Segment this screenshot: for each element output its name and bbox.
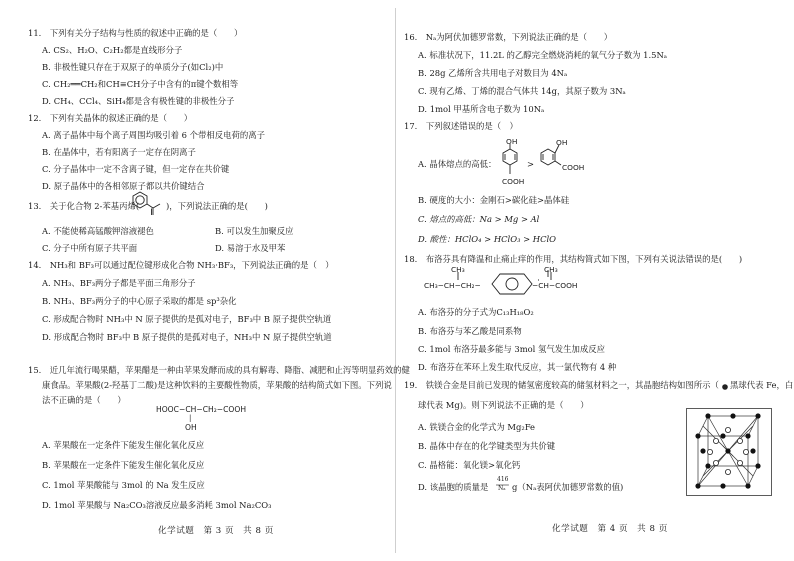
q19-fraction-numerator: 416 [497,476,509,483]
q19-option-a: A. 铁镁合金的化学式为 Mg₂Fe [418,422,536,432]
ibuprofen-ch3-left: CH₃ [451,265,465,274]
q13-option-d: D. 易溶于水及甲苯 [215,243,286,253]
right-column [404,0,794,561]
q15-stem-line1: 15. 近几年流行喝果醋，苹果醋是一种由苹果发酵而成的具有解毒、降脂、减肥和止泻等明显药效的健 [28,365,410,375]
q19-stem-line1: 19. 铁镁合金是目前已发现的储氢密度较高的储氢材料之一，其晶胞结构如图所示（ [404,380,719,390]
malic-acid-formula: HOOC−CH−CH₂−COOH [156,405,247,414]
q12-option-c: C. 分子晶体中一定不含离子键，但一定存在共价键 [42,164,230,174]
q19-option-d: D. 该晶胞的质量是 [418,482,489,492]
q17-stem: 17. 下列叙述错误的是（ ） [404,121,518,131]
phenylpropene-structure [130,189,164,217]
page-footer-right: 化学试题 第 4 页 共 8 页 [552,524,668,534]
q17-greater-than: > [527,159,535,169]
fe-mg-unit-cell-diagram [686,408,772,496]
q13-stem-prefix: 13. 关于化合物 2-苯基丙烯( [28,201,140,211]
q16-option-d: D. 1mol 甲基所含电子数为 10Nₐ [418,104,545,114]
page-footer-left: 化学试题 第 3 页 共 8 页 [158,526,274,536]
ibuprofen-bond-right [549,272,553,280]
q12-option-d: D. 原子晶体中的各相邻原子都以共价键结合 [42,181,205,191]
left-column [28,0,410,561]
q14-option-b: B. NH₃、BF₃两分子的中心原子采取的都是 sp³杂化 [42,296,237,306]
q18-stem: 18. 布洛芬具有降温和止痛止痒的作用，其结构简式如下图，下列有关说法错误的是( ) [404,254,743,264]
q19-fraction-denominator: Nₐ [498,485,506,492]
fe-black-ball-icon [720,382,730,392]
q15-option-c: C. 1mol 苹果酸能与 3mol 的 Na 发生反应 [42,480,205,490]
q14-stem: 14. NH₃和 BF₃可以通过配位键形成化合物 NH₃·BF₃，下列说法正确的是（ ） [28,260,334,270]
q15-option-a: A. 苹果酸在一定条件下能发生催化氧化反应 [42,440,205,450]
q19-stem-line2: 球代表 Mg)。则下列说法不正确的是（ ） [418,400,589,410]
q18-option-c: C. 1mol 布洛芬最多能与 3mol 氢气发生加成反应 [418,344,606,354]
q12-option-a: A. 离子晶体中每个离子周围均吸引着 6 个带相反电荷的离子 [42,130,266,140]
q19-option-d-suffix: g（Nₐ表阿伏加德罗常数的值) [512,482,624,492]
q17-ortho-oh: OH [556,138,568,147]
q19-option-b: B. 晶体中存在的化学键类型为共价键 [418,441,556,451]
ibuprofen-right-chain: −CH−COOH [532,281,578,290]
q14-option-c: C. 形成配合物时 NH₃中 N 原子提供的是孤对电子，BF₃中 B 原子提供空轨道 [42,314,332,324]
q11-option-c: C. CH₂══CH₂和CH≡CH分子中含有的π键个数相等 [42,79,239,89]
q11-stem: 11. 下列有关分子结构与性质的叙述中正确的是（ ） [28,28,243,38]
q12-option-b: B. 在晶体中，若有阳离子一定存在阴离子 [42,147,196,157]
malic-acid-oh: OH [185,423,197,432]
q13-option-b: B. 可以发生加聚反应 [215,226,294,236]
column-divider [395,8,396,553]
q11-option-b: B. 非极性键只存在于双原子的单质分子(如Cl₂)中 [42,62,224,72]
q13-stem-suffix: )，下列说法正确的是( ) [166,201,268,211]
malic-acid-bond: | [189,414,192,422]
q15-option-d: D. 1mol 苹果酸与 Na₂CO₃溶液反应最多消耗 3mol Na₂CO₃ [42,500,272,510]
q18-option-a: A. 布洛芬的分子式为C₁₃H₁₈O₂ [418,307,534,317]
q17-ortho-cooh: COOH [562,163,585,172]
q17-option-d: D. 酸性：HClO₄ > HClO₃ > HClO [418,234,557,244]
q11-option-a: A. CS₂、H₂O、C₂H₂都是直线形分子 [42,45,183,55]
q18-option-b: B. 布洛芬与苯乙酸是同系物 [418,326,522,336]
q15-stem-line3: 法不正确的是（ ） [42,395,126,405]
q13-option-a: A. 不能使稀高锰酸钾溶液褪色 [42,226,154,236]
q16-option-a: A. 标准状况下，11.2L 的乙醇完全燃烧消耗的氧气分子数为 1.5Nₐ [418,50,668,60]
q18-option-d: D. 布洛芬在苯环上发生取代反应，其一氯代物有 4 种 [418,362,617,372]
ibuprofen-left-chain: CH₃−CH−CH₂− [424,281,481,290]
q16-stem: 16. Nₐ为阿伏加德罗常数，下列说法正确的是（ ） [404,32,613,42]
q17-option-c: C. 熔点的高低：Na > Mg > Al [418,214,540,224]
q13-option-c: C. 分子中所有原子共平面 [42,243,138,253]
q16-option-b: B. 28g 乙烯所含共用电子对数目为 4Nₐ [418,68,568,78]
q17-option-b: B. 硬度的大小：金刚石>碳化硅>晶体硅 [418,195,570,205]
q14-option-d: D. 形成配合物时 BF₃中 B 原子提供的是孤对电子，NH₃中 N 原子提供空轨道 [42,332,332,342]
q17-para-cooh: COOH [502,177,525,186]
q17-para-oh: OH [506,137,518,146]
q17-option-a-label: A. 晶体熔点的高低： [418,159,497,169]
ibuprofen-ch3-right: CH₃ [544,265,558,274]
q16-option-c: C. 现有乙烯、丁烯的混合气体共 14g，其原子数为 3Nₐ [418,86,626,96]
q14-option-a: A. NH₃、BF₃两分子都是平面三角形分子 [42,278,196,288]
q15-stem-line2: 康食品。苹果酸(2-羟基丁二酸)是这种饮料的主要酸性物质，苹果酸的结构简式如下图。下列说 [42,380,392,390]
q19-stem-line1-suffix: 黑球代表 Fe，白 [730,380,794,390]
q15-option-b: B. 苹果酸在一定条件下能发生催化氧化反应 [42,460,205,470]
ibuprofen-benzene-ring [486,270,538,300]
ibuprofen-bond-left [456,272,460,280]
q19-option-c: C. 晶格能：氧化镁>氧化钙 [418,460,521,470]
q11-option-d: D. CH₄、CCl₄、SiH₄都是含有极性键的非极性分子 [42,96,235,106]
q12-stem: 12. 下列有关晶体的叙述正确的是（ ） [28,113,193,123]
